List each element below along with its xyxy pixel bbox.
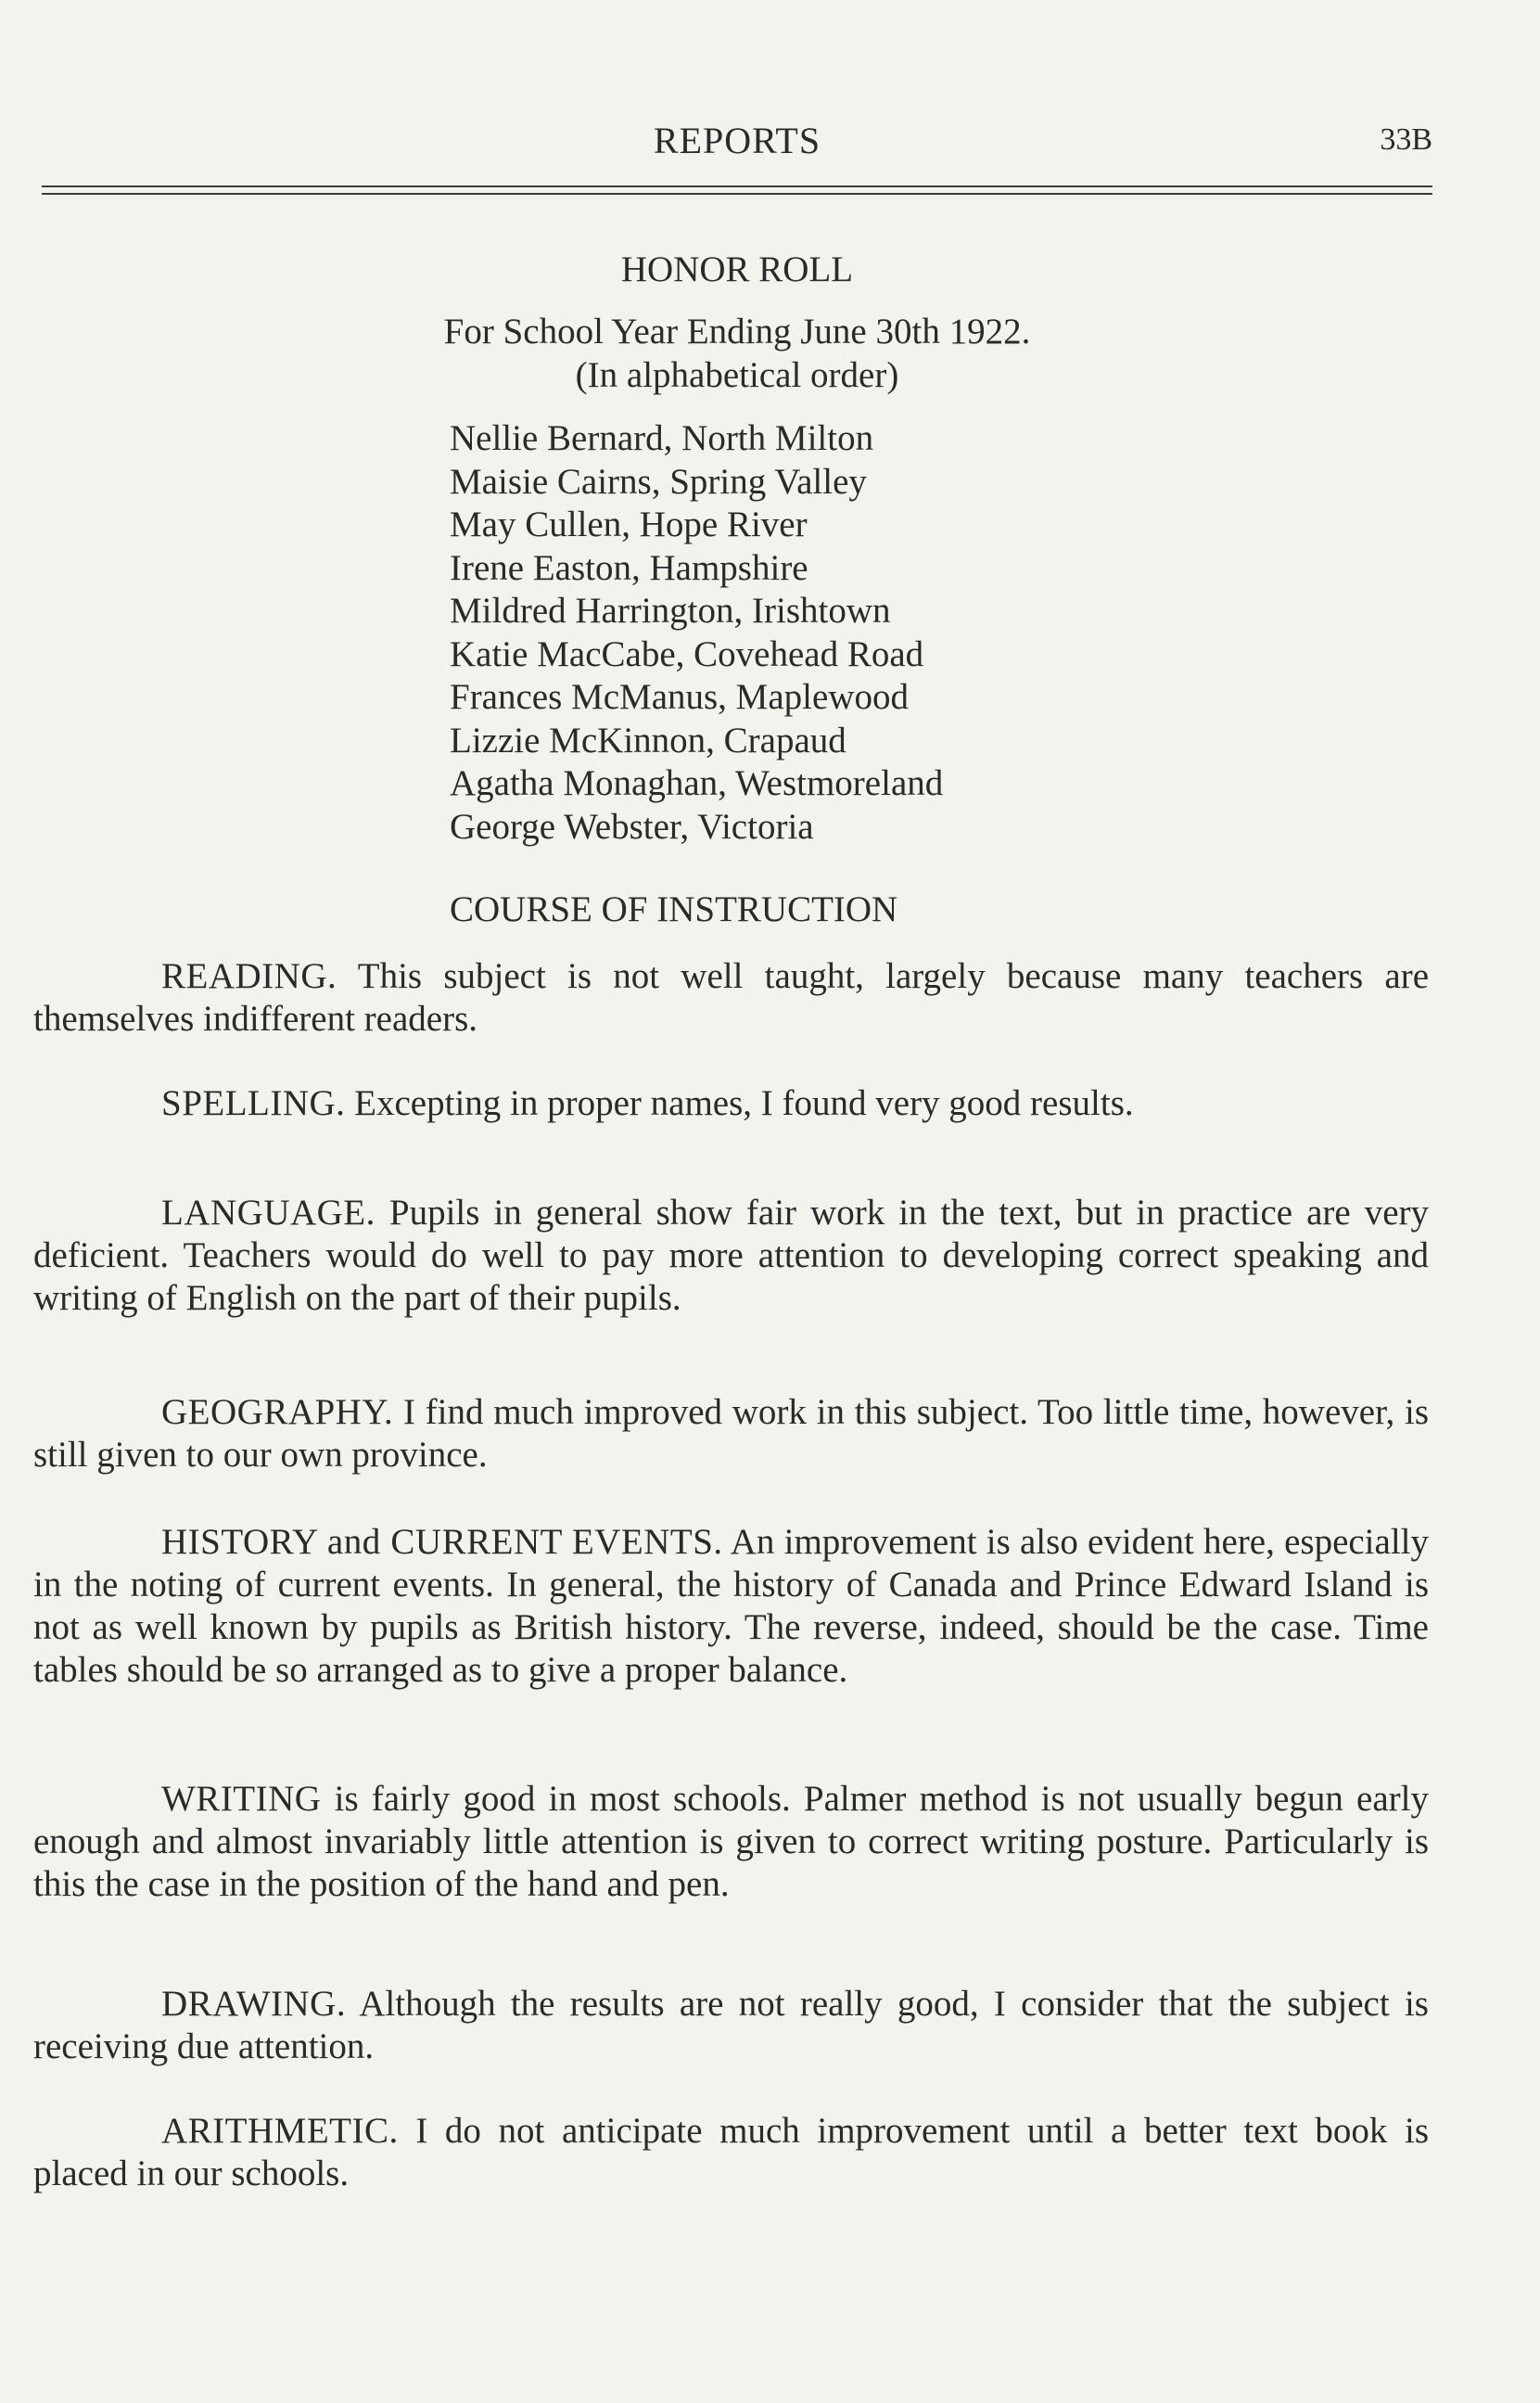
order-note: (In alphabetical order) bbox=[575, 355, 899, 395]
language-text: Pupils in general show fair work in the text, but in practice are very deficient. Teachers would do well to pay more attention to developing correct speaking and writing of English on the part of their pupils. bbox=[33, 1193, 1429, 1318]
writing-paragraph bbox=[33, 1778, 1429, 1906]
list-item: Agatha Monaghan, Westmoreland bbox=[450, 763, 944, 803]
history-lead: HISTORY and CURRENT EVENTS. bbox=[161, 1522, 723, 1562]
reading-text: This subject is not well taught, largely because many teachers are themselves indifferent readers. bbox=[33, 956, 1430, 1039]
page-header bbox=[42, 119, 1432, 174]
list-item: Mildred Harrington, Irishtown bbox=[450, 591, 891, 631]
history-text: An improvement is also evident here, especially in the noting of current events. In general, the history of Canada and Prince Edward Island is not as well known by pupils as British history. The reverse, indeed, should be the case. Time tables should be so arranged as to give a proper balance. bbox=[33, 1522, 1429, 1690]
list-item: May Cullen, Hope River bbox=[450, 505, 808, 544]
course-heading: COURSE OF INSTRUCTION bbox=[450, 889, 898, 929]
language-paragraph bbox=[33, 1192, 1429, 1320]
spelling-text: Excepting in proper names, I found very good results. bbox=[354, 1083, 1134, 1123]
list-item: Nellie Bernard, North Milton bbox=[450, 418, 874, 458]
reading-lead: READING. bbox=[161, 956, 337, 996]
list-item: Frances McManus, Maplewood bbox=[450, 677, 909, 717]
geography-text: I find much improved work in this subject. Too little time, however, is still given to our own province. bbox=[33, 1392, 1429, 1475]
spelling-lead: SPELLING. bbox=[161, 1083, 346, 1123]
page-number: 33B bbox=[1380, 122, 1432, 157]
list-item: Maisie Cairns, Spring Valley bbox=[450, 461, 867, 502]
language-lead: LANGUAGE. bbox=[161, 1193, 375, 1233]
spelling-paragraph bbox=[33, 1082, 1429, 1125]
arithmetic-paragraph bbox=[33, 2110, 1429, 2195]
arithmetic-lead: ARITHMETIC. bbox=[161, 2111, 399, 2151]
reading-paragraph bbox=[33, 955, 1429, 1041]
drawing-paragraph bbox=[33, 1983, 1429, 2068]
list-item: Katie MacCabe, Covehead Road bbox=[450, 633, 924, 674]
list-item: George Webster, Victoria bbox=[450, 806, 814, 847]
running-title: REPORTS bbox=[653, 120, 821, 161]
arithmetic-text: I do not anticipate much improvement until a better text book is placed in our schools. bbox=[33, 2111, 1430, 2193]
geography-paragraph bbox=[33, 1391, 1429, 1476]
drawing-lead: DRAWING. bbox=[161, 1984, 347, 2024]
header-rule-top bbox=[42, 185, 1432, 187]
drawing-text: Although the results are not really good, I consider that the subject is receiving due attention. bbox=[33, 1984, 1429, 2066]
geography-lead: GEOGRAPHY. bbox=[161, 1392, 394, 1432]
header-rule-bottom bbox=[42, 193, 1432, 195]
history-paragraph bbox=[33, 1521, 1429, 1692]
writing-lead: WRITING bbox=[161, 1779, 322, 1819]
list-item: Lizzie McKinnon, Crapaud bbox=[450, 720, 846, 761]
list-item: Irene Easton, Hampshire bbox=[450, 547, 808, 588]
writing-text: is fairly good in most schools. Palmer method is not usually begun early enough and almost invariably little attention is given to correct writing posture. Particularly is this the case in the position of the hand and pen. bbox=[33, 1779, 1429, 1904]
honor-roll-list bbox=[450, 417, 943, 849]
school-year-line: For School Year Ending June 30th 1922. bbox=[443, 312, 1031, 352]
honor-roll-heading: HONOR ROLL bbox=[620, 249, 854, 289]
